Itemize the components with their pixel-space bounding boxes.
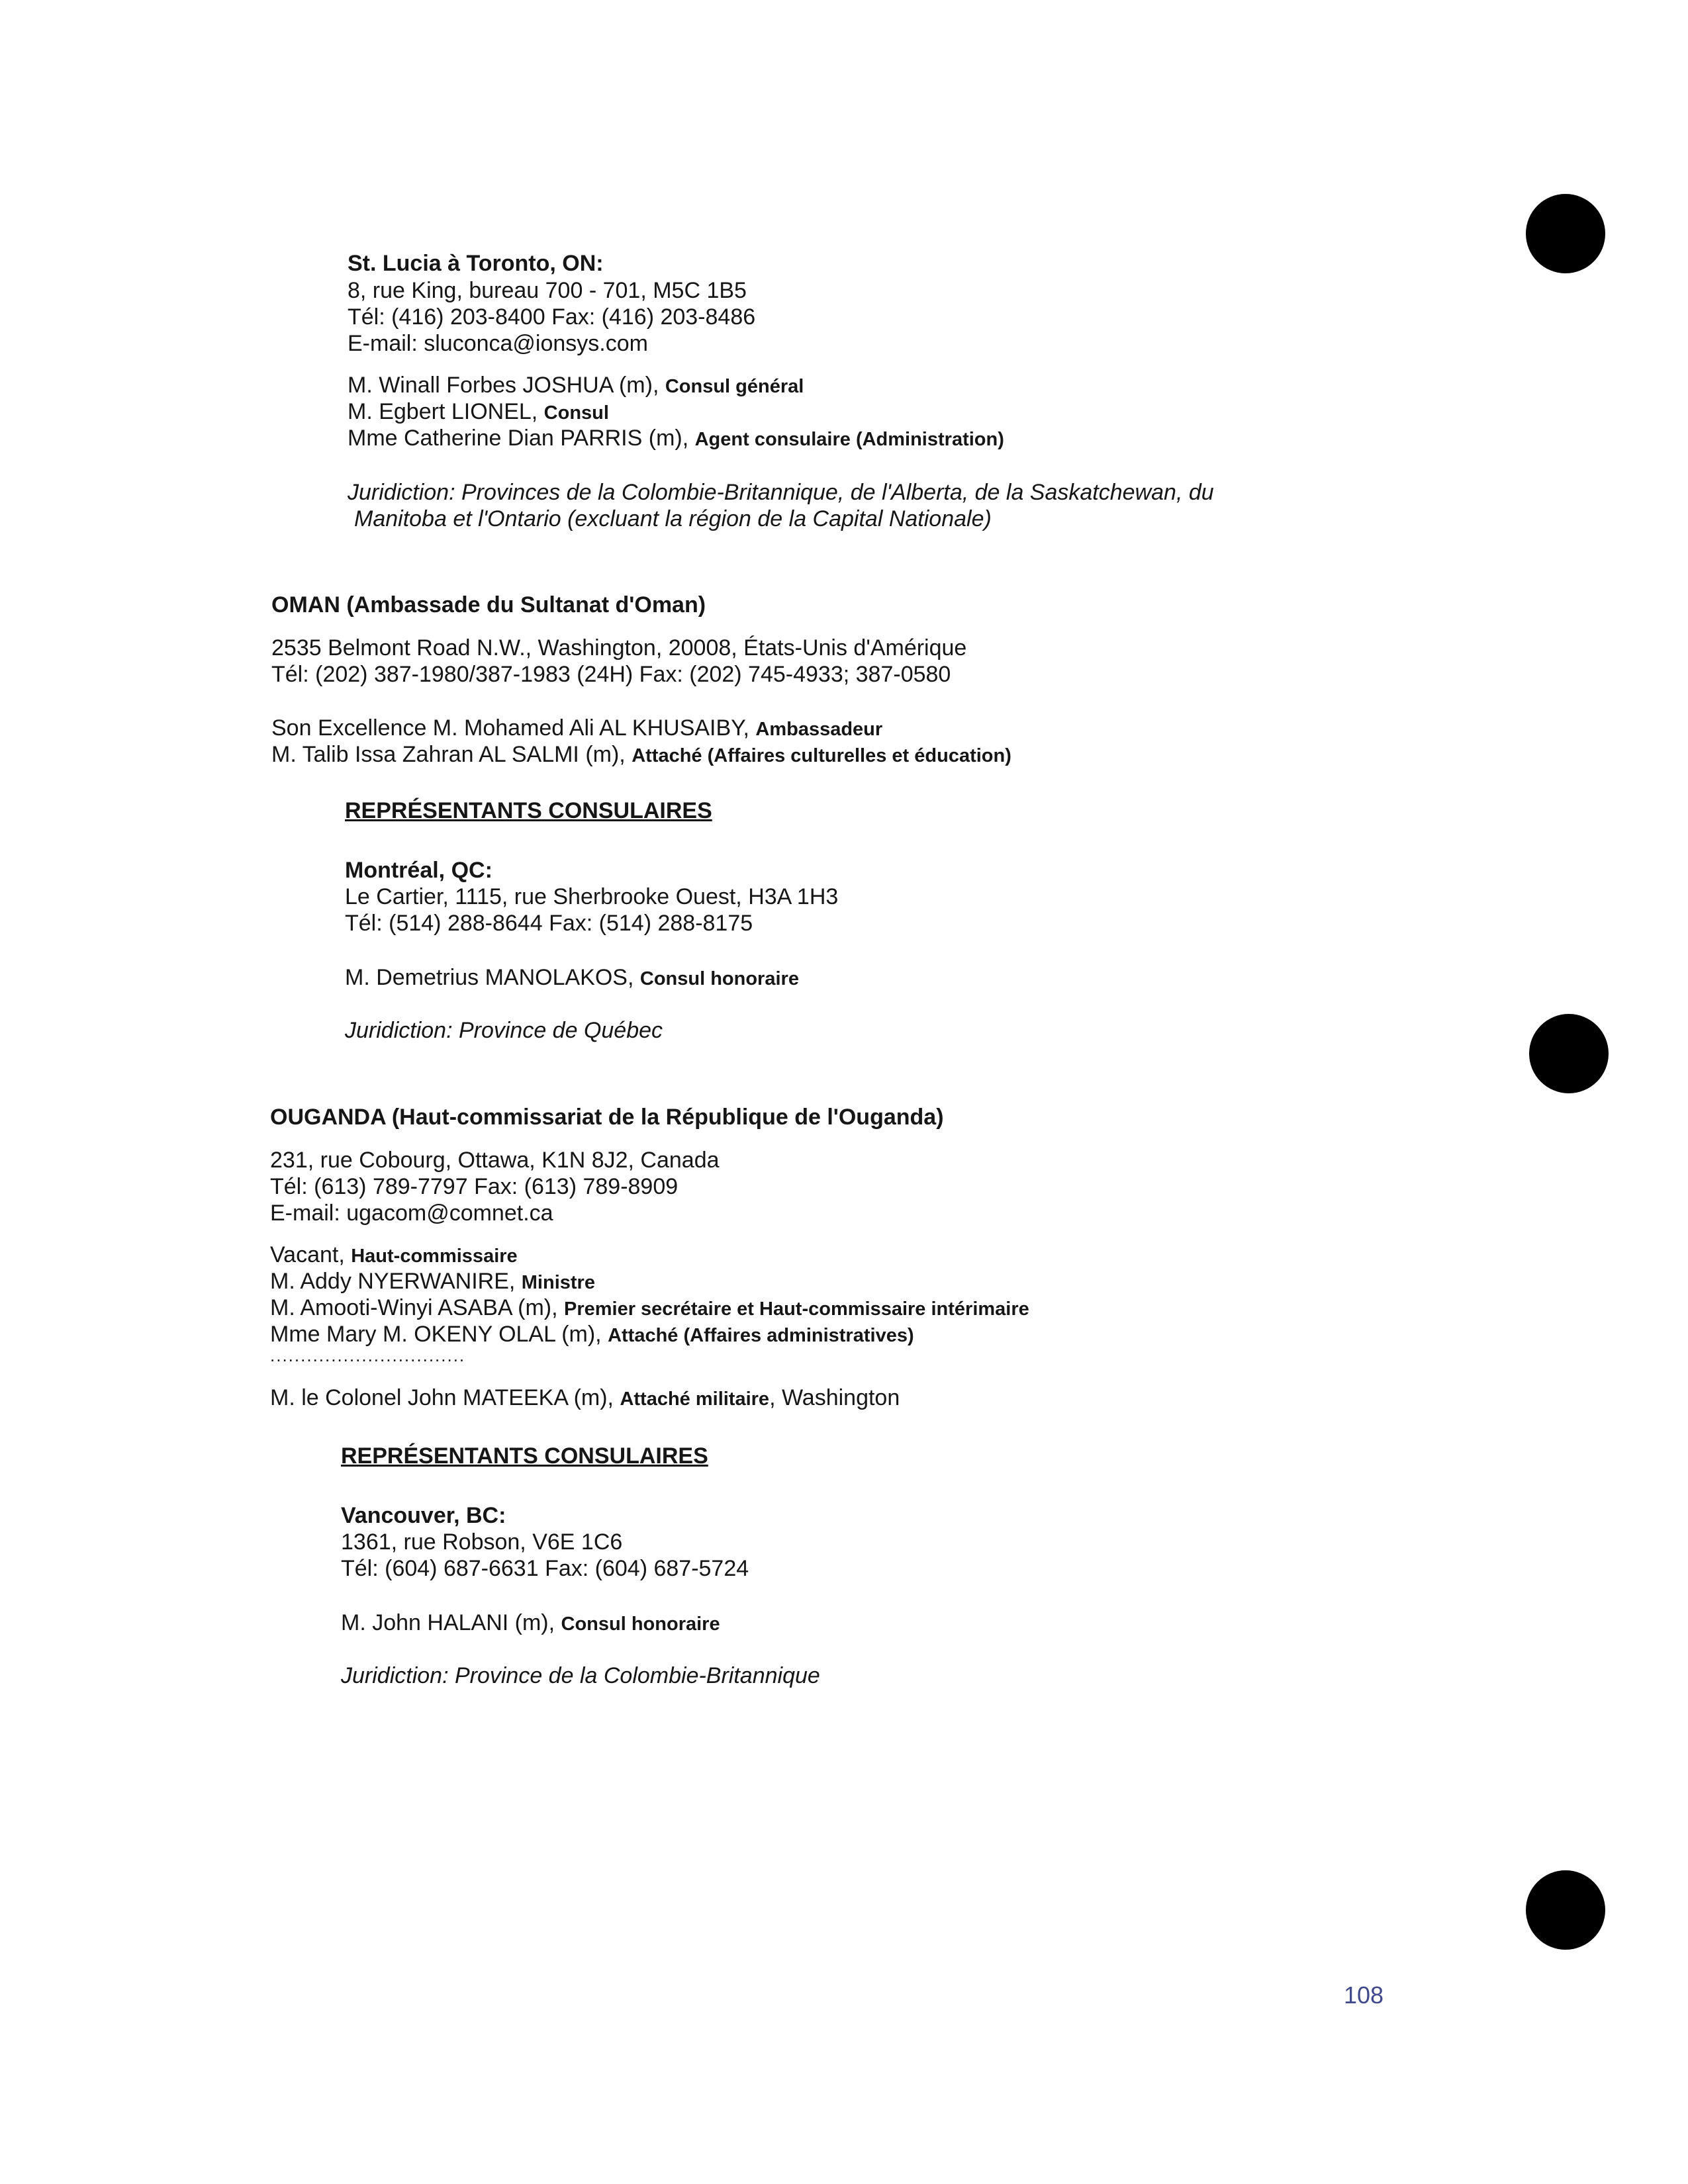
staff-name: M. John HALANI (m), bbox=[341, 1610, 561, 1635]
staff-name: M. Talib Issa Zahran AL SALMI (m), bbox=[271, 742, 632, 767]
staff-name: M. Winall Forbes JOSHUA (m), bbox=[348, 373, 665, 398]
staff-name: M. le Colonel John MATEEKA (m), bbox=[270, 1385, 620, 1410]
phone-fax: Tél: (416) 203-8400 Fax: (416) 203-8486 bbox=[348, 304, 756, 330]
phone-fax: Tél: (613) 789-7797 Fax: (613) 789-8909 bbox=[270, 1174, 679, 1199]
section-heading: St. Lucia à Toronto, ON: bbox=[348, 251, 604, 276]
email: E-mail: sluconca@ionsys.com bbox=[348, 331, 648, 356]
staff-entry bbox=[270, 1295, 1029, 1322]
staff-entry bbox=[341, 1610, 720, 1637]
staff-title: Premier secrétaire et Haut-commissaire intérimaire bbox=[563, 1298, 1029, 1320]
consulate-city: Montréal, QC: bbox=[345, 858, 492, 883]
staff-title: Consul honoraire bbox=[639, 968, 799, 989]
country-heading: OUGANDA (Haut-commissariat de la République de l'Ouganda) bbox=[270, 1105, 944, 1130]
staff-entry bbox=[271, 741, 1011, 769]
punch-hole-middle bbox=[1529, 1014, 1609, 1093]
jurisdiction: Manitoba et l'Ontario (excluant la région de la Capital Nationale) bbox=[354, 506, 992, 531]
consulate-phone-fax: Tél: (514) 288-8644 Fax: (514) 288-8175 bbox=[345, 911, 753, 936]
page-number: 108 bbox=[1344, 1981, 1384, 2009]
staff-entry bbox=[270, 1268, 595, 1296]
punch-hole-top bbox=[1526, 194, 1605, 273]
address: 2535 Belmont Road N.W., Washington, 20008, États-Unis d'Amérique bbox=[271, 635, 967, 660]
staff-title: Attaché (Affaires administratives) bbox=[608, 1325, 914, 1346]
consular-heading: REPRÉSENTANTS CONSULAIRES bbox=[341, 1443, 708, 1469]
staff-entry bbox=[348, 398, 609, 426]
staff-entry bbox=[345, 964, 799, 992]
email: E-mail: ugacom@comnet.ca bbox=[270, 1201, 553, 1226]
staff-name: Mme Catherine Dian PARRIS (m), bbox=[348, 426, 695, 451]
consulate-city: Vancouver, BC: bbox=[341, 1503, 506, 1528]
staff-title: Attaché (Affaires culturelles et éducation) bbox=[632, 745, 1011, 766]
staff-entry bbox=[270, 1385, 900, 1412]
consulate-phone-fax: Tél: (604) 687-6631 Fax: (604) 687-5724 bbox=[341, 1556, 749, 1581]
staff-title: Attaché militaire bbox=[620, 1388, 770, 1410]
staff-location: , Washington bbox=[769, 1385, 900, 1410]
staff-name: M. Egbert LIONEL, bbox=[348, 399, 544, 424]
consulate-address: 1361, rue Robson, V6E 1C6 bbox=[341, 1529, 623, 1555]
staff-name: Vacant, bbox=[270, 1242, 352, 1267]
address: 8, rue King, bureau 700 - 701, M5C 1B5 bbox=[348, 278, 747, 303]
staff-title: Ambassadeur bbox=[755, 719, 883, 740]
jurisdiction: Juridiction: Provinces de la Colombie-Britannique, de l'Alberta, de la Saskatchewan, du bbox=[348, 480, 1214, 505]
consular-heading: REPRÉSENTANTS CONSULAIRES bbox=[345, 798, 712, 823]
staff-entry bbox=[270, 1242, 518, 1269]
staff-title: Consul honoraire bbox=[561, 1614, 720, 1635]
staff-entry bbox=[348, 372, 804, 400]
staff-name: M. Demetrius MANOLAKOS, bbox=[345, 965, 640, 990]
consulate-address: Le Cartier, 1115, rue Sherbrooke Ouest, H3A 1H3 bbox=[345, 884, 839, 909]
staff-name: M. Amooti-Winyi ASABA (m), bbox=[270, 1295, 564, 1320]
staff-title: Consul général bbox=[665, 376, 804, 397]
country-heading: OMAN (Ambassade du Sultanat d'Oman) bbox=[271, 592, 706, 617]
staff-title: Consul bbox=[543, 402, 609, 424]
staff-title: Haut-commissaire bbox=[351, 1246, 518, 1267]
jurisdiction: Juridiction: Province de la Colombie-Britannique bbox=[341, 1663, 820, 1688]
dotted-separator: ................................ bbox=[270, 1345, 466, 1365]
jurisdiction: Juridiction: Province de Québec bbox=[345, 1018, 663, 1043]
staff-name: M. Addy NYERWANIRE, bbox=[270, 1269, 522, 1294]
phone-fax: Tél: (202) 387-1980/387-1983 (24H) Fax: (202) 745-4933; 387-0580 bbox=[271, 662, 951, 687]
staff-title: Ministre bbox=[521, 1272, 595, 1293]
address: 231, rue Cobourg, Ottawa, K1N 8J2, Canada bbox=[270, 1148, 720, 1173]
staff-entry bbox=[348, 425, 1004, 453]
staff-title: Agent consulaire (Administration) bbox=[694, 429, 1004, 450]
staff-name: Son Excellence M. Mohamed Ali AL KHUSAIBY, bbox=[271, 715, 756, 741]
staff-name: Mme Mary M. OKENY OLAL (m), bbox=[270, 1322, 608, 1347]
staff-entry bbox=[271, 715, 882, 743]
punch-hole-bottom bbox=[1526, 1870, 1605, 1950]
